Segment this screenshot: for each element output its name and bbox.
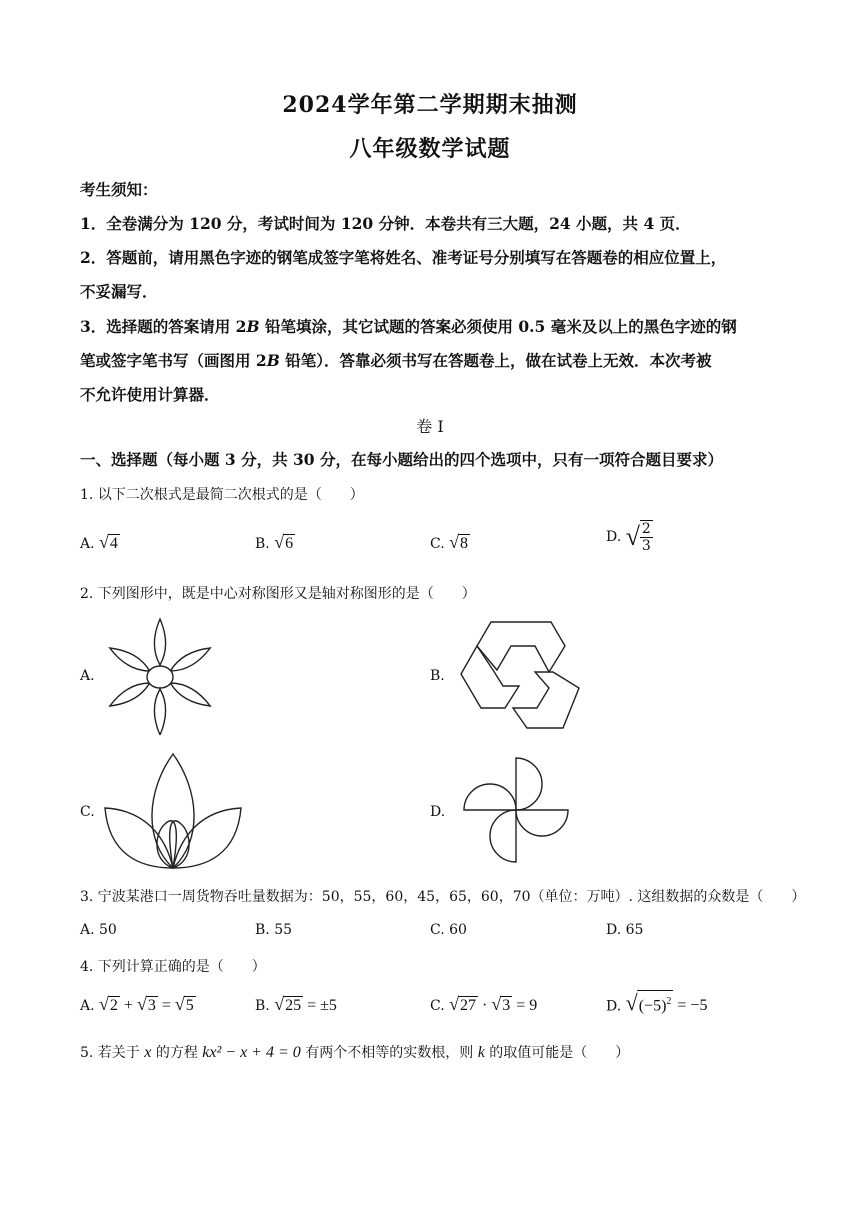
q3-stem: 3. 宁波某港口一周货物吞吐量数据为：50，55，60，45，65，60，70（单位：万吨）. 这组数据的众数是（ ） bbox=[80, 889, 806, 905]
recycle-hexagon-icon bbox=[453, 616, 587, 736]
flower-icon bbox=[104, 617, 216, 735]
notice-item-1: 1．全卷满分为 120 分，考试时间为 120 分钟．本卷共有三大题，24 小题，共 4 页． bbox=[80, 214, 691, 233]
notice-item-3-line-2: 笔或签字笔书写（画图用 2B 铅笔）．答靠必须书写在答题卷上，做在试卷上无效．本次考被 bbox=[80, 351, 712, 370]
q2-option-a: A. bbox=[80, 668, 95, 684]
notice-item-3-line-3: 不允许使用计算器． bbox=[80, 385, 220, 404]
notice-item-2-line-2: 不妥漏写． bbox=[80, 282, 158, 301]
volume-label: 卷 I bbox=[416, 417, 444, 436]
q1-option-a: A. √4 bbox=[80, 532, 118, 552]
q2-stem: 2. 下列图形中，既是中心对称图形又是轴对称图形的是（ ） bbox=[80, 586, 476, 602]
q3-option-b: B. 55 bbox=[255, 922, 293, 938]
pinwheel-icon bbox=[456, 752, 578, 870]
q1-option-d: D. √ $\frac{2}{3}$ bbox=[606, 521, 651, 554]
q1-option-b: B. √6 bbox=[255, 532, 294, 552]
section-1-heading: 一、选择题（每小题 3 分，共 30 分，在每小题给出的四个选项中，只有一项符合题目要求） bbox=[80, 450, 723, 469]
q3-option-a: A. 50 bbox=[80, 922, 117, 938]
q3-option-c: C. 60 bbox=[430, 922, 467, 938]
q4-option-b: B. √25 = ±5 bbox=[255, 994, 337, 1014]
q4-option-d: D. $√(-5)^2 = -5$ bbox=[606, 990, 708, 1016]
q2-option-c: C. bbox=[80, 804, 95, 820]
notice-item-3-line-1: 3．选择题的答案请用 2B 铅笔填涂，其它试题的答案必须使用 0.5 毫米及以上的黑色字迹的钢 bbox=[80, 317, 737, 336]
q1-stem: 1. 以下二次根式是最简二次根式的是（ ） bbox=[80, 487, 364, 503]
lotus-icon bbox=[103, 750, 243, 872]
q3-option-d: D. 65 bbox=[606, 922, 644, 938]
page-title: 2024学年第二学期期末抽测 bbox=[282, 92, 578, 118]
q4-option-a: A. √2 + √3 = √5 bbox=[80, 994, 194, 1014]
q5-stem: 5. 若关于 x 的方程 kx² − x + 4 = 0 有两个不相等的实数根，则 k 的取值可能是（ ） bbox=[80, 1044, 630, 1061]
q2-option-b: B. bbox=[430, 668, 445, 684]
notice-heading: 考生须知： bbox=[80, 180, 158, 199]
q1-option-c: C. √8 bbox=[430, 532, 469, 552]
q2-option-d: D. bbox=[430, 804, 446, 820]
q4-stem: 4. 下列计算正确的是（ ） bbox=[80, 959, 266, 975]
page-subtitle: 八年级数学试题 bbox=[349, 136, 511, 162]
notice-item-2-line-1: 2．答题前，请用黑色字迹的钢笔成签字笔将姓名、准考证号分别填写在答题卷的相应位置上， bbox=[80, 248, 727, 267]
q4-option-c: C. √27 · √3 = 9 bbox=[430, 994, 538, 1014]
